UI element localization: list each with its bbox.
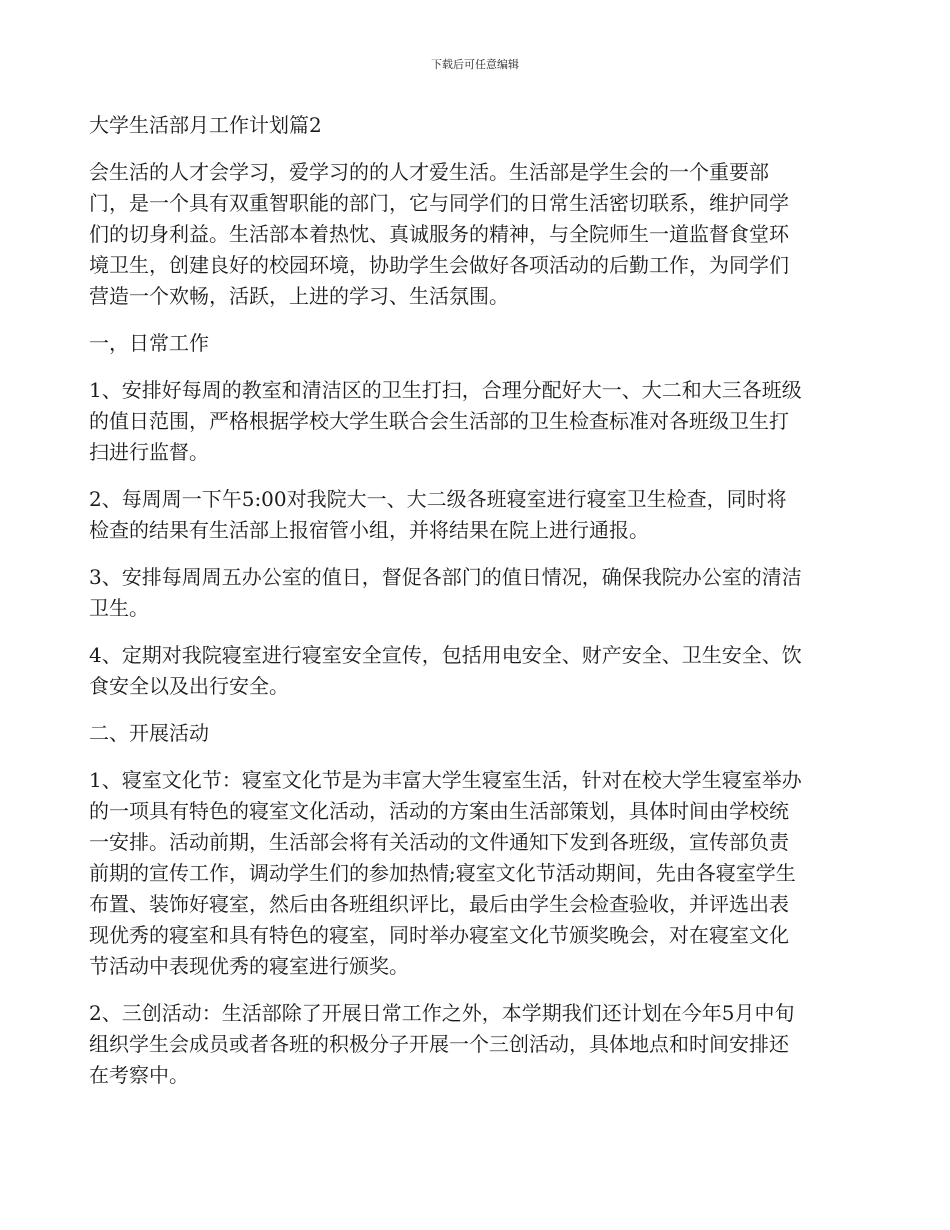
text-line: 门，是一个具有双重智职能的部门，它与同学们的日常生活密切联系，维护同学 <box>89 191 789 215</box>
list-item <box>89 484 861 546</box>
text-line: 前期的宣传工作，调动学生们的参加热情;寝室文化节活动期间，先由各寝室学生 <box>89 861 796 885</box>
text-line: 2、三创活动：生活部除了开展日常工作之外，本学期我们还计划在今年5月中旬 <box>89 1001 795 1025</box>
text-line: 扫进行监督。 <box>89 440 209 464</box>
text-line: 1、寝室文化节：寝室文化节是为丰富大学生寝室生活，针对在校大学生寝室举办 <box>89 768 802 792</box>
text-line: 4、定期对我院寝室进行寝室安全宣传，包括用电安全、财产安全、卫生安全、饮 <box>89 643 802 667</box>
document-title: 大学生活部月工作计划篇2 <box>89 113 322 137</box>
list-item <box>89 998 861 1091</box>
document-body <box>89 110 861 1107</box>
text-line: 的一项具有特色的寝室文化活动，活动的方案由生活部策划，具体时间由学校统 <box>89 799 789 823</box>
section-heading-block <box>89 328 861 359</box>
section-heading-daily-work: 一，日常工作 <box>89 331 209 355</box>
text-line: 的值日范围，严格根据学校大学生联合会生活部的卫生检查标准对各班级卫生打 <box>89 409 789 433</box>
text-line: 2、每周周一下午5:00对我院大一、大二级各班寝室进行寝室卫生检查，同时将 <box>89 487 787 511</box>
text-line: 会生活的人才会学习，爱学习的的人才爱生活。生活部是学生会的一个重要部 <box>89 160 769 184</box>
section-heading-block <box>89 718 861 749</box>
text-line: 卫生。 <box>89 596 149 620</box>
list-item <box>89 562 861 624</box>
intro-paragraph <box>89 157 861 312</box>
list-item <box>89 765 861 982</box>
text-line: 境卫生，创建良好的校园环境，协助学生会做好各项活动的后勤工作，为同学们 <box>89 253 789 277</box>
text-line: 营造一个欢畅，活跃，上进的学习、生活氛围。 <box>89 284 509 308</box>
text-line: 一安排。活动前期，生活部会将有关活动的文件通知下发到各班级，宣传部负责 <box>89 830 789 854</box>
text-line: 现优秀的寝室和具有特色的寝室，同时举办寝室文化节颁奖晚会，对在寝室文化 <box>89 923 789 947</box>
text-line: 们的切身利益。生活部本着热忱、真诚服务的精神，与全院师生一道监督食堂环 <box>89 222 789 246</box>
page-header: 下载后可任意编辑 <box>431 58 519 71</box>
list-item <box>89 640 861 702</box>
text-line: 3、安排每周周五办公室的值日，督促各部门的值日情况，确保我院办公室的清洁 <box>89 565 802 589</box>
list-item <box>89 375 861 468</box>
text-line: 食安全以及出行安全。 <box>89 674 289 698</box>
section-heading-activities: 二、开展活动 <box>89 721 209 745</box>
text-line: 在考察中。 <box>89 1063 189 1087</box>
text-line: 布置、装饰好寝室，然后由各班组织评比，最后由学生会检查验收，并评选出表 <box>89 892 789 916</box>
text-line: 组织学生会成员或者各班的积极分子开展一个三创活动，具体地点和时间安排还 <box>89 1032 789 1056</box>
document-title-block <box>89 110 861 141</box>
text-line: 节活动中表现优秀的寝室进行颁奖。 <box>89 954 409 978</box>
text-line: 1、安排好每周的教室和清洁区的卫生打扫，合理分配好大一、大二和大三各班级 <box>89 378 802 402</box>
text-line: 检查的结果有生活部上报宿管小组，并将结果在院上进行通报。 <box>89 518 649 542</box>
